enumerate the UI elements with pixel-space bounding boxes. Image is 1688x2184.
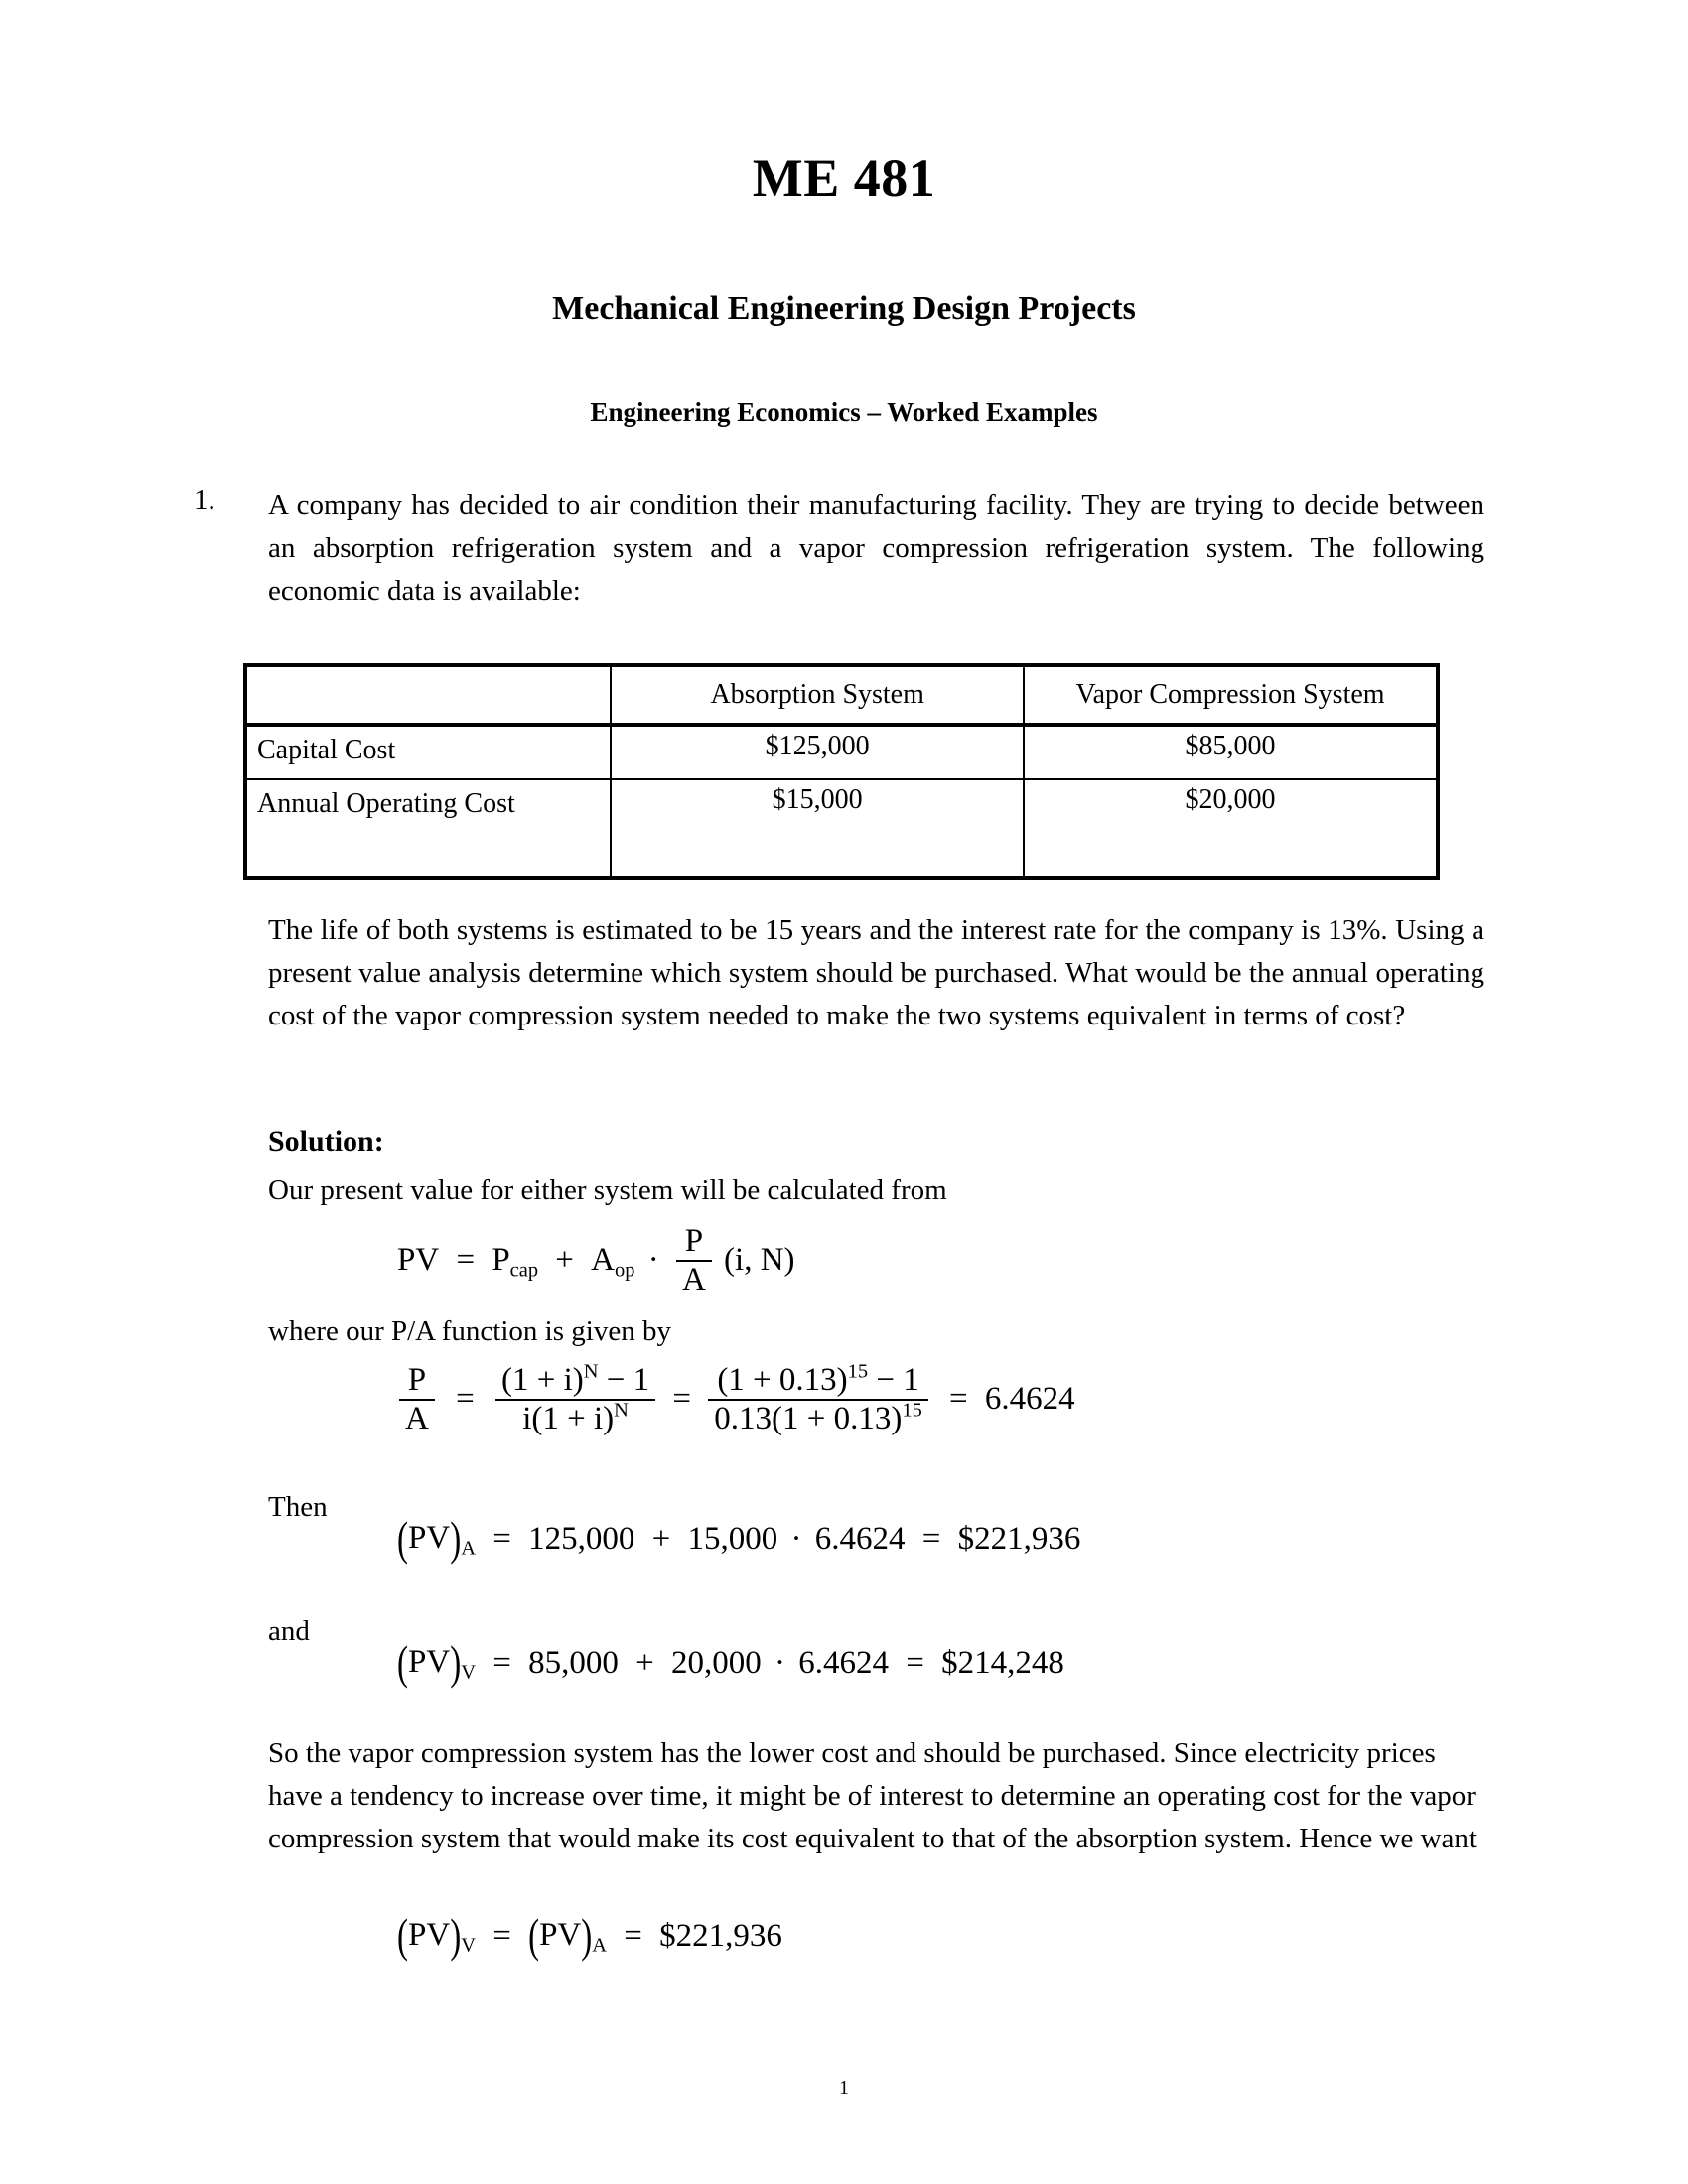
table-header-vapor: Vapor Compression System [1024, 665, 1438, 725]
table-cell-vapor: $85,000 [1024, 725, 1438, 779]
eq-pvv-equals-2: = [906, 1644, 924, 1681]
conclusion-paragraph: So the vapor compression system has the lower cost and should be purchased. Since electricity prices have a tendency to increase over time, it might be of interest to determine an operating cost for the vapor compression system that would make its cost equivalent to that of the absorption system. Hence we want [268, 1737, 1477, 1854]
eq-final-rhs-open-paren: ( [528, 1910, 540, 1963]
eq-pv-aop-base: A [591, 1242, 616, 1279]
eq-pva-lhs [397, 1513, 476, 1566]
eq-pv-plus: + [555, 1242, 574, 1279]
eq-pa-equals-3: = [949, 1381, 968, 1418]
eq-pa-val-num-tail: − 1 [876, 1362, 919, 1398]
eq-pv-dot: · [647, 1242, 659, 1279]
eq-pvv-result: $214,248 [941, 1644, 1064, 1681]
eq-pa-lhs-denominator: A [405, 1400, 429, 1436]
eq-pa-sym-den-base: (1 + i) [531, 1400, 615, 1436]
eq-pa-lhs-fraction [399, 1362, 435, 1437]
table-header-corner [245, 665, 611, 725]
life-paragraph: The life of both systems is estimated to be 15 years and the interest rate for the company is 13%. Using a present value analysis determine which system should be purchased. What would be the annual operating cost of the vapor compression system needed to make the two systems equivalent in terms of cost? [268, 914, 1484, 1031]
eq-pvv-close-paren: ) [450, 1637, 462, 1690]
eq-pva-plus: + [651, 1520, 671, 1557]
eq-pva-result: $221,936 [957, 1520, 1081, 1557]
eq-pv-pcap-base: P [492, 1242, 510, 1279]
eq-pvv-open-paren: ( [397, 1637, 408, 1690]
eq-final-equals-1: = [492, 1917, 511, 1954]
eq-pa-val-num-exp: 15 [847, 1360, 869, 1383]
eq-final-rhs [528, 1910, 608, 1963]
eq-final-rhs-close-paren: ) [581, 1910, 593, 1963]
eq-pvv-lhs [397, 1637, 476, 1690]
eq-pvv-dot: · [774, 1644, 785, 1681]
eq-pva-equals-1: = [492, 1520, 511, 1557]
eq-pva-equals-2: = [921, 1520, 941, 1557]
eq-pa-sym-num-base: (1 + i) [500, 1362, 584, 1398]
eq-pv-lhs: PV [397, 1242, 440, 1279]
eq-pa-val-den-i: 0.13 [714, 1400, 772, 1436]
eq-pva-annual-cost: 15,000 [687, 1520, 778, 1557]
page-section-heading: Engineering Economics – Worked Examples [590, 397, 1098, 427]
economic-data-table [243, 663, 1440, 880]
eq-pv-args: (i, N) [724, 1242, 795, 1279]
eq-pvv-annual-cost: 20,000 [670, 1644, 762, 1681]
eq-pvv-equals-1: = [492, 1644, 511, 1681]
eq-final-lhs-subscript: V [461, 1934, 476, 1957]
eq-pa-numeric-numerator [708, 1362, 928, 1401]
equation-pv-vapor [397, 1637, 1064, 1690]
table-header-row [245, 665, 1438, 725]
eq-pa-val-den-base: (1 + 0.13) [772, 1400, 903, 1436]
eq-pa-numeric-fraction [708, 1362, 928, 1437]
question-block [194, 484, 1484, 613]
page-number-footer: 1 [839, 2077, 849, 2099]
eq-pvv-capital-cost: 85,000 [528, 1644, 619, 1681]
equation-pa-formula [395, 1362, 1075, 1437]
table-cell-vapor: $20,000 [1024, 779, 1438, 878]
and-label: and [268, 1615, 310, 1647]
eq-pvv-subscript: V [461, 1661, 476, 1684]
eq-pv-pcap-sub: cap [509, 1260, 539, 1282]
question-number: 1. [194, 484, 215, 516]
eq-pva-close-paren: ) [450, 1513, 462, 1566]
eq-pva-factor: 6.4624 [814, 1520, 906, 1557]
eq-pv-pa-numerator: P [676, 1223, 712, 1262]
eq-pv-pa-fraction [676, 1223, 712, 1298]
eq-pa-numeric-denominator [708, 1401, 928, 1437]
eq-pa-sym-den-exp: N [614, 1399, 629, 1422]
eq-final-equals-2: = [624, 1917, 642, 1954]
table-header-absorption: Absorption System [611, 665, 1024, 725]
eq-final-lhs-pv: PV [408, 1916, 451, 1953]
eq-pva-dot: · [790, 1520, 802, 1557]
eq-pa-sym-num-tail: − 1 [606, 1362, 650, 1398]
eq-pa-symbolic-fraction [495, 1362, 655, 1437]
then-label: Then [268, 1491, 328, 1523]
eq-pva-capital-cost: 125,000 [528, 1520, 635, 1557]
eq-final-result: $221,936 [659, 1917, 782, 1954]
table-cell-row-label: Capital Cost [245, 725, 611, 779]
eq-pva-subscript: A [461, 1537, 476, 1560]
eq-pv-aop [591, 1242, 635, 1282]
equation-pv-definition [397, 1223, 795, 1298]
table-row [245, 779, 1438, 878]
eq-pa-equals-1: = [456, 1381, 475, 1418]
eq-pa-lhs-numerator: P [399, 1362, 435, 1401]
eq-pvv-factor: 6.4624 [798, 1644, 889, 1681]
eq-final-lhs-close-paren: ) [450, 1910, 462, 1963]
page-subtitle: Mechanical Engineering Design Projects [552, 290, 1136, 327]
eq-final-lhs [397, 1910, 476, 1963]
where-line: where our P/A function is given by [268, 1315, 671, 1347]
table-row [245, 725, 1438, 779]
equation-pv-equivalence [397, 1910, 782, 1963]
eq-pa-val-den-exp: 15 [902, 1399, 922, 1422]
eq-pa-sym-den-i: i [522, 1400, 532, 1436]
eq-pva-pv: PV [408, 1519, 451, 1556]
eq-pa-val-num-base: (1 + 0.13) [717, 1362, 848, 1398]
eq-pa-equals-2: = [672, 1381, 691, 1418]
eq-pv-pcap [492, 1242, 539, 1282]
eq-pvv-pv: PV [408, 1643, 451, 1680]
eq-pv-pa-denominator: A [681, 1261, 706, 1297]
equation-pv-absorption [397, 1513, 1081, 1566]
eq-pa-symbolic-denominator [495, 1401, 655, 1437]
eq-final-rhs-pv: PV [539, 1916, 582, 1953]
solution-heading: Solution: [268, 1125, 384, 1158]
present-value-intro-line: Our present value for either system will be calculated from [268, 1174, 947, 1206]
eq-pa-result: 6.4624 [984, 1381, 1075, 1418]
table-cell-absorption: $125,000 [611, 725, 1024, 779]
eq-pa-sym-num-exp: N [583, 1360, 599, 1383]
table-cell-absorption: $15,000 [611, 779, 1024, 878]
question-text: A company has decided to air condition their manufacturing facility. They are trying to decide between an absorption refrigeration system and a vapor compression refrigeration system. The following economic data is available: [268, 489, 1484, 607]
eq-pv-equals: = [456, 1242, 476, 1279]
eq-final-lhs-open-paren: ( [397, 1910, 408, 1963]
eq-pvv-plus: + [635, 1644, 654, 1681]
eq-pa-symbolic-numerator [495, 1362, 655, 1401]
table-cell-row-label: Annual Operating Cost [245, 779, 611, 878]
page-title: ME 481 [752, 148, 936, 207]
eq-final-rhs-subscript: A [592, 1934, 608, 1957]
eq-pva-open-paren: ( [397, 1513, 408, 1566]
eq-pv-aop-sub: op [615, 1260, 635, 1282]
